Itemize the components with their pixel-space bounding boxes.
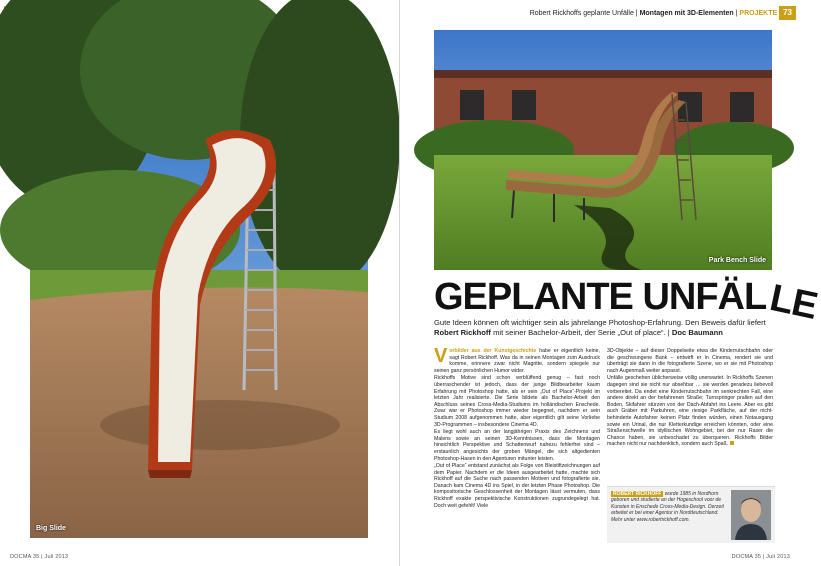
col2-paragraph-1: 3D-Objekte – auf dieser Doppelseite etwa die Kinderrutschbahn oder die geschwungene Bank – entwirft er in Cinema, rendert sie und überträgt sie dann in die fotografierte Szene, wo er sie mit Photoshop nach Augenmaß weiter anpasst. <box>607 348 773 374</box>
left-footer: DOCMA 35 | Juli 2013 <box>10 554 69 560</box>
park-bench-photo <box>434 30 772 270</box>
article-intro <box>434 318 774 338</box>
drop-cap: V <box>434 345 448 367</box>
headline-tilted-letters: LE <box>766 276 821 328</box>
col2-paragraph-2: Unfälle geschehen üblicherweise völlig unerwartet. In Rickhoffs Szenen dagegen sind sie nicht nur absehbar … sie werden geradezu liebevoll vorbereitet. Da endet eine Kinderrutschbahn im senkrechten Fall, eine andere direkt an der befahrenen Straße; Turnspringer prallen auf den Boden, Skifahrer stürzen von der Dach-Abfahrt ins Leere. Aber es gibt auch Gräber mit Parkuhren, eine riesige Parkfläche, auf der nicht-behinderte Autofahrer keinen Platz finden würden, einen Notausgang sowie ein Urinal, die nur Kletterkundige erreichen könnten, oder eine Straßenschwelle im idyllischen Wohngebiet, bei der nur Raser die Chance haben, sie unbeschadet zu überqueren. Rickhoffs Bilder machen nicht nur nachdenklich, sondern auch Spaß. <box>607 375 773 448</box>
headline-main: GEPLANTE UNFÄL <box>434 276 767 318</box>
author-portrait <box>731 490 771 540</box>
intro-name: Robert Rickhoff <box>434 328 491 337</box>
right-header-subtitle: Robert Rickhoffs geplante Unfälle <box>529 10 634 17</box>
author-bio-box <box>607 486 775 543</box>
bio-name: ROBERT RICKHOFF <box>613 491 662 497</box>
right-header-title: Montagen mit 3D-Elementen <box>639 10 734 17</box>
col1-lead: orbilder aus der Kunstgeschichte <box>449 348 537 354</box>
col1-paragraph-3: Es liegt wohl auch an der langjährigen Praxis des Zeichnens und Malens sowie an seinen 3D-Kenntnissen, dass die Montagen hinsichtlich Perspektive und Schattenwurf nahezu fehlerfrei sind – erstaunlich angesichts der groben Mängel, die sich altgedienten Photoshop-Hasen in den Agenturen mitunter leisten. <box>434 429 600 462</box>
park-bench-caption: Park Bench Slide <box>708 257 766 264</box>
col1-paragraph-4: „Out of Place“ entstand zunächst als Folge von Bleistiftzeichnungen auf dem Papier. Nachdem er die Ideen ausgearbeitet hatte, machte sich Rickhoff auf die Suche nach passenden Motiven und fotografierte sie. Danach kam Cinema 4D ins Spiel, in der letzten Phase Photoshop. Die kompositorische Geschlossenheit der Montagen lässt vermuten, dass Rickhoff exakte perspektivische Konstruktionen zugrundegelegt hat. Doch weit gefehlt! Viele <box>434 463 600 509</box>
right-page <box>400 0 821 566</box>
left-page <box>0 0 400 566</box>
big-slide-photo <box>30 30 368 538</box>
bio-text <box>611 491 729 523</box>
right-page-header: Robert Rickhoffs geplante Unfälle | Montagen mit 3D-Elementen | PROJEKTE 73 <box>530 6 796 20</box>
intro-text: Gute Ideen können oft wichtiger sein als jahrelange Photoshop-Erfahrung. Den Beweis dafür liefert <box>434 318 766 327</box>
article-column-1 <box>434 345 600 510</box>
bio-description: wurde 1985 in Nordhorn geboren und studierte an der Hogeschool voor de Kunsten in Enschede Cross-Media-Design. Derzeit arbeitet er bei einer Agentur in Norddeutschland. Mehr unter www.robertrickhoff.com. <box>611 491 724 523</box>
right-page-number: 73 <box>779 6 796 20</box>
intro-author: Doc Baumann <box>671 328 723 337</box>
end-mark-icon <box>730 441 734 445</box>
intro-text-2: mit seiner Bachelor-Arbeit, der Serie „Out of place“. | <box>490 328 672 337</box>
col1-paragraph-2: Rickhoffs Motive sind schon verblüffend genug – fast noch überraschender ist jedoch, dass der junge Bildbearbeiter kaum Erfahrung mit Photoshop hatte, als er sein „Out of Place“-Projekt im letzten Jahr realisierte. Die Serie bildete als Bachelor-Arbeit den Abschluss seines Cross-Media-Studiums im holländischen Enschede. Zwar war er Photoshop immer wieder begegnet, nachdem er sein Studium 2008 aufgenommen hatte, aber eigentlich gilt seine Vorliebe 3D-Programmen – insbesondere Cinema 4D. <box>434 375 600 428</box>
big-slide-caption: Big Slide <box>36 525 66 532</box>
right-footer: DOCMA 35 | Juli 2013 <box>731 554 790 560</box>
right-section-label: PROJEKTE <box>739 10 778 17</box>
col1-paragraph-1: habe er eigentlich keine, sagt Robert Rickhoff. Was da in seinen Montagen zum Ausdruck komme, erinnere zwar nicht Magritte, sondern spiegele nur seinen ganz persönlichen Humor wider. <box>434 348 600 374</box>
article-column-2 <box>607 348 773 449</box>
